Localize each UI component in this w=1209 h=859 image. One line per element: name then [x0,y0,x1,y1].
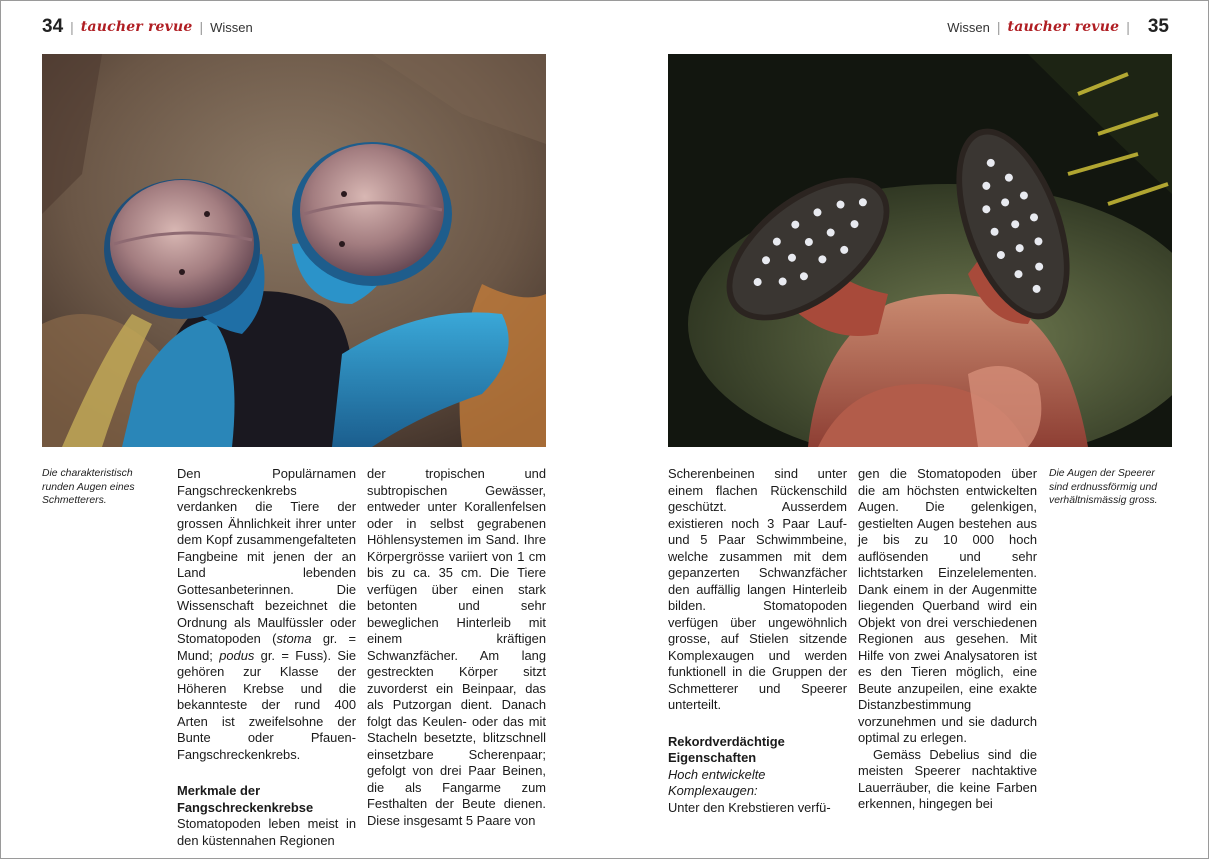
subheading-compound-eyes: Hoch entwickelte Komplexaugen: [668,766,766,798]
header-divider: | [1126,19,1130,35]
habitat-paragraph: der tropischen und subtropischen Gewässer, entweder unter Korallenfelsen oder in selbst gegrabenen Höhlensystemen im Sand. Ihre Körpergrösse variiert von 1 cm bis zu ca. 35 cm. Die Tiere verfügen über einen stark betonten und sehr beweglichen Hinterleib mit einem kräftigen Schwanzfächer. Am lang gestreckten Körper sitzt zuvorderst ein Beinpaar, das als Putzorgan dient. Danach folgt das Keulen- oder das mit Stacheln besetzte, blitzschnell einsetzbare Scherenpaar; gefolgt von drei Paar Beinen, die als Fangarme zum Festhalten der Beute dienen. Diese insgesamt 5 Paare von [367,466,546,828]
left-page-number: 34 [42,16,64,37]
intro-text-start: Den Populärnamen Fangschreckenkrebs verdanken die Tiere der grossen Ähnlichkeit ihrer unter dem Kopf zusammengefalteten Fangbeine mit jenen der an Land lebenden Gottesanbeterinnen. Die Wissenschaft bezeichnet die Ordnung als Maulfüssler oder Stomatopoden ( [177,466,356,646]
right-page-number: 35 [1147,16,1169,37]
left-page-header [42,14,253,40]
right-page-header [947,14,1169,40]
features-paragraph: Stomatopoden leben meist in den küstennahen Regionen [177,816,356,848]
header-divider: | [70,19,74,35]
term-stoma: stoma [276,631,312,646]
header-divider: | [199,19,204,35]
left-photo-caption: Die charakteristisch runden Augen eines Schmetterers. [42,468,135,506]
header-divider: | [996,19,1001,35]
mantis-shrimp-eyes-photo [42,54,546,447]
right-photo-caption: Die Augen der Speerer sind erdnussförmig und verhältnismässig gross. [1049,468,1158,506]
left-section-label: Wissen [210,19,253,35]
article-column-3 [668,466,847,816]
term-podus: podus [219,647,255,663]
intro-text-middle: gr. = Mund; [177,631,356,663]
article-column-2 [367,466,546,829]
section-heading-records: Rekordverdächtige Eigenschaften [668,733,785,765]
article-column-1 [177,466,356,849]
left-brand-logo: taucher revue [80,19,193,35]
intro-text-end: gr. = Fuss). Sie gehören zur Klasse der Höheren Krebse und die bekannteste der rund 400 Arten ist zweifelsohne der Bunte oder Pfauen-Fangschreckenkrebs. [177,647,356,762]
anatomy-paragraph: Scherenbeinen sind unter einem flachen Rückenschild geschützt. Ausserdem existieren noch 3 Paar Lauf- und 5 Paar Schwimmbeine, welche zusammen mit dem gepanzerten Schwanzfächer den auffällig langen Hinterleib bilden. Stomatopoden verfügen über ungewöhnlich grosse, auf Stielen sitzende Komplexaugen und werden funktionell in die Gruppen der Schmetterer und Speerer unterteilt. [668,466,847,712]
article-column-4 [858,466,1037,813]
spearer-eyes-photo [668,54,1172,447]
section-heading-features: Merkmale der Fangschreckenkrebse [177,783,314,815]
right-brand-logo: taucher revue [1007,19,1120,35]
eyes-paragraph-start: Unter den Krebstieren verfü- [668,799,831,815]
eyes-paragraph-continued: gen die Stomatopoden über die am höchsten entwickelten Augen. Die gelenkigen, gestielten Augen bestehen aus je bis zu 10 000 hoch auflösenden und sehr lichtstarken Einzelelementen. Dank einem in der Augenmitte liegenden Querband wird ein Objekt von drei verschiedenen Regionen aus gesehen. Mit Hilfe von zwei Analysatoren ist es den Tieren möglich, eine Beute anzupeilen, eine exakte Distanzbestimmung vorzunehmen und sie dadurch optimal zu erlegen. [858,466,1037,745]
debelius-paragraph: Gemäss Debelius sind die meisten Speerer nachtaktive Lauerräuber, die keine Farben erkennen, hingegen bei [858,746,1037,811]
right-section-label: Wissen [947,19,990,35]
intro-paragraph [177,466,356,763]
